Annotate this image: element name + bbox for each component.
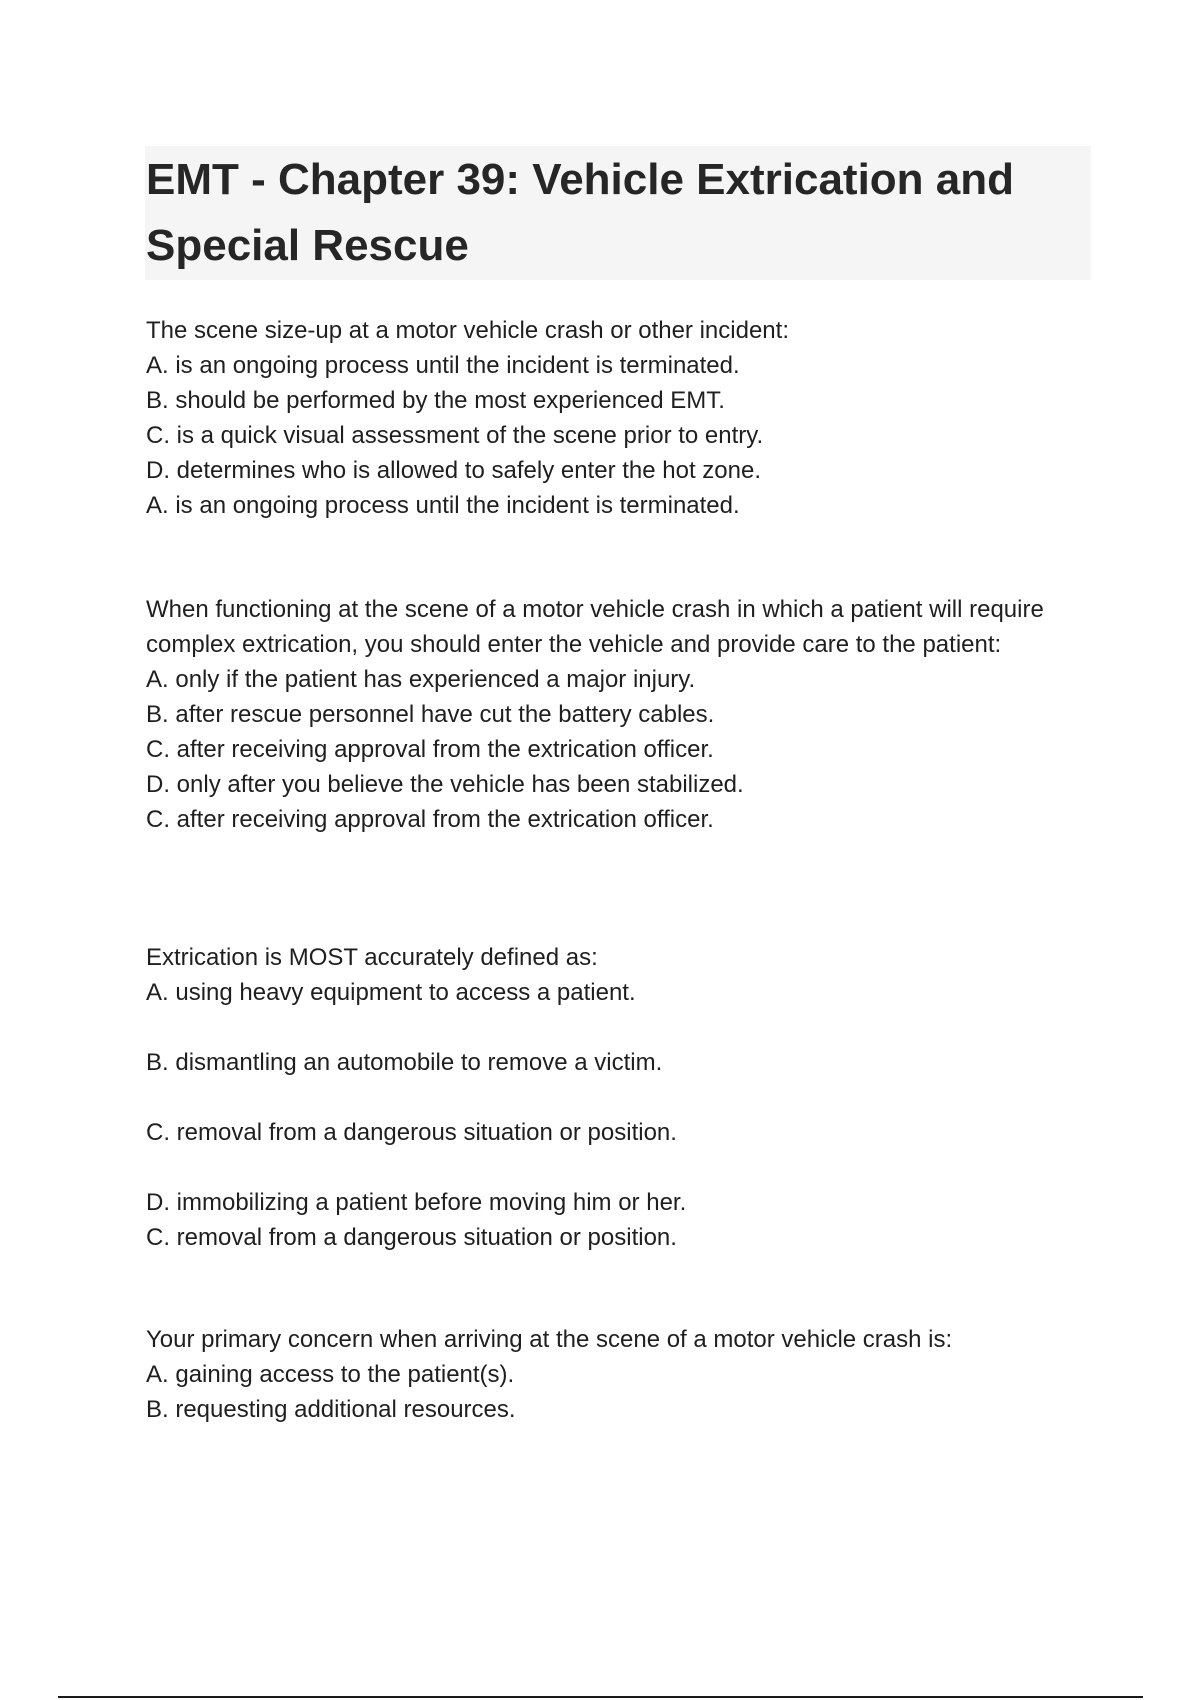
answer-option: B. after rescue personnel have cut the battery cables. [146, 701, 715, 728]
answer-option: A. only if the patient has experienced a major injury. [146, 666, 696, 693]
question-block-1 [146, 313, 1086, 523]
question-block-3 [146, 940, 1086, 1255]
answer-option: A. is an ongoing process until the incident is terminated. [146, 352, 740, 379]
answer-option: D. immobilizing a patient before moving him or her. [146, 1189, 687, 1216]
answer-option: C. is a quick visual assessment of the scene prior to entry. [146, 422, 764, 449]
answer-option: B. requesting additional resources. [146, 1396, 516, 1423]
question-block-2 [146, 592, 1086, 837]
answer-option: B. should be performed by the most experienced EMT. [146, 387, 725, 414]
correct-answer: A. is an ongoing process until the incident is terminated. [146, 492, 740, 519]
question-block-4 [146, 1322, 1086, 1427]
answer-option: D. determines who is allowed to safely enter the hot zone. [146, 457, 761, 484]
answer-option: D. only after you believe the vehicle has been stabilized. [146, 771, 744, 798]
answer-option: C. removal from a dangerous situation or position. [146, 1119, 677, 1146]
question-prompt: The scene size-up at a motor vehicle crash or other incident: [146, 317, 789, 344]
question-prompt: Extrication is MOST accurately defined as: [146, 944, 598, 971]
page-title: EMT - Chapter 39: Vehicle Extrication and Special Rescue [146, 155, 1014, 270]
correct-answer: C. removal from a dangerous situation or position. [146, 1224, 677, 1251]
answer-option: C. after receiving approval from the extrication officer. [146, 736, 714, 763]
question-prompt: Your primary concern when arriving at the scene of a motor vehicle crash is: [146, 1326, 953, 1353]
footer-divider [58, 1696, 1143, 1698]
question-prompt: When functioning at the scene of a motor vehicle crash in which a patient will require complex extrication, you should enter the vehicle and provide care to the patient: [146, 596, 1044, 658]
answer-option: A. using heavy equipment to access a patient. [146, 979, 636, 1006]
title-banner [145, 146, 1091, 280]
answer-option: A. gaining access to the patient(s). [146, 1361, 515, 1388]
answer-option: B. dismantling an automobile to remove a victim. [146, 1049, 663, 1076]
correct-answer: C. after receiving approval from the extrication officer. [146, 806, 714, 833]
